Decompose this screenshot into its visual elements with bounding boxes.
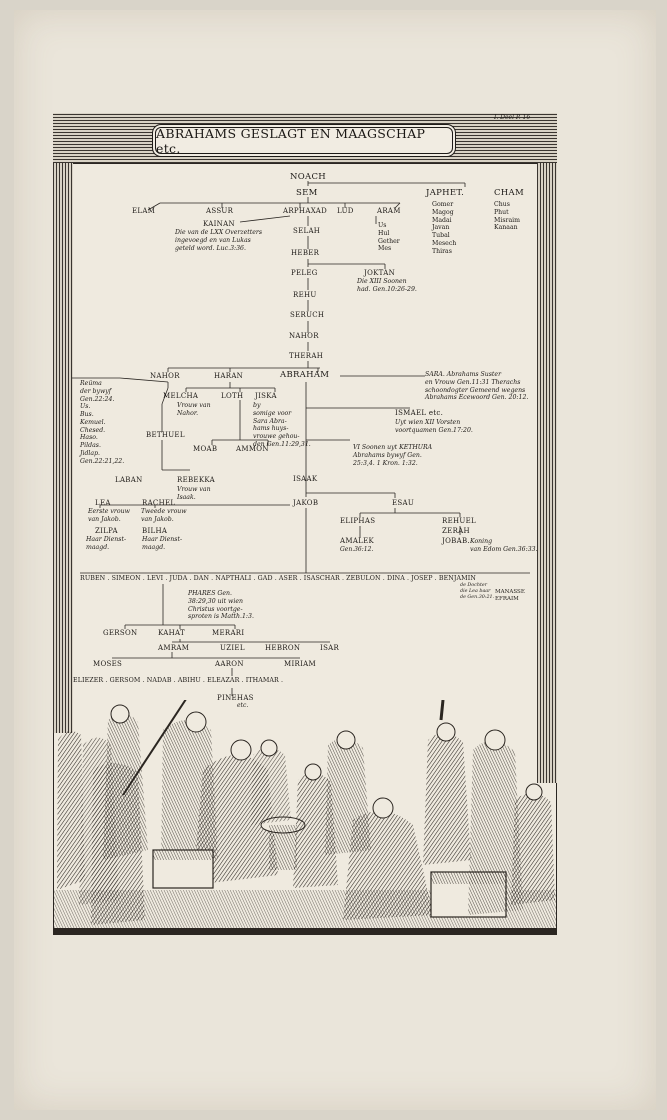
name-selah: SELAH — [293, 227, 321, 235]
name-seruch: SERUCH — [290, 311, 325, 319]
josep-sons-list: MANASSE EFRAIM — [495, 589, 525, 602]
phares-note: PHARES Gen. 38:29,30 uit wien Christus voortge- sproten is Matth.1:3. — [188, 590, 254, 621]
name-rehu: REHU — [293, 291, 317, 299]
name-cham: CHAM — [494, 188, 524, 198]
name-lud: LUD — [337, 207, 354, 215]
name-moab: MOAB — [193, 445, 218, 453]
name-miriam: MIRIAM — [284, 660, 316, 668]
name-peleg: PELEG — [291, 269, 318, 277]
dina-note: de Dochter die Lea baar de Gen.30:21. — [460, 583, 495, 600]
name-jiska: JISKA — [255, 392, 277, 400]
name-nahor-1: NAHOR — [289, 332, 319, 340]
rebekka-note: Vrouw van Isaak. — [177, 486, 211, 501]
nahor-sons-list: Reüma der bywyf Gen.22:24. Us. Bus. Kemuel. Chesed. Haso. Pildas. Jidlap. Gen.22:21,22. — [80, 380, 125, 465]
aram-sons-list: Us Hul Gether Mes — [378, 222, 400, 253]
japhet-sons-list: Gomer Magog Madai Javan Tubal Mesech Thiras — [432, 201, 457, 255]
name-melcha: MELCHA — [163, 392, 199, 400]
name-ismael: ISMAEL etc. — [395, 409, 444, 417]
jobab-note: Koning van Edom Gen.36:33. — [470, 538, 538, 553]
engraved-scene-illustration — [53, 700, 557, 935]
name-assur: ASSUR — [206, 207, 234, 215]
name-noach: NOACH — [290, 172, 326, 182]
name-lea: LEA — [95, 499, 111, 507]
lea-note: Eerste vrouw van Jakob. — [88, 508, 130, 523]
cham-sons-list: Chus Phut Misraim Kanaan — [494, 201, 520, 232]
name-jobab: JOBAB. — [442, 537, 470, 545]
name-hebron: HEBRON — [265, 644, 301, 652]
name-rebekka: REBEKKA — [177, 476, 215, 484]
name-isaak: ISAAK — [293, 475, 318, 483]
bilha-note: Haar Dienst- maagd. — [142, 536, 183, 551]
name-rehuel: REHUEL — [442, 517, 476, 525]
name-gerson: GERSON — [103, 629, 138, 637]
zilpa-note: Haar Dienst- maagd. — [86, 536, 127, 551]
name-amram: AMRAM — [158, 644, 190, 652]
name-amalek: AMALEK — [340, 537, 375, 545]
name-arphaxad: ARPHAXAD — [283, 207, 327, 215]
name-heber: HEBER — [291, 249, 320, 257]
name-merari: MERARI — [212, 629, 245, 637]
name-therah: THERAH — [289, 352, 324, 360]
name-zilpa: ZILPA — [95, 527, 118, 535]
name-elam: ELAM — [132, 207, 156, 215]
name-aram: ARAM — [377, 207, 401, 215]
name-moses: MOSES — [93, 660, 123, 668]
pinehas-etc: etc. — [237, 702, 249, 709]
name-haran: HARAN — [214, 372, 244, 380]
name-japhet: JAPHET. — [426, 188, 465, 198]
name-zerah: ZERAH — [442, 527, 470, 535]
name-isar: ISAR — [320, 644, 340, 652]
rachel-note: Tweede vrouw van Jakob. — [141, 508, 187, 523]
name-sem: SEM — [296, 188, 318, 198]
kainan-note: Die van de LXX Overzetters ingevoegd en van Lukas geteld word. Luc.3:36. — [175, 229, 263, 252]
twelve-tribes-line: RUBEN . SIMEON . LEVI . JUDA . DAN . NAPTHALI . GAD . ASER . ISASCHAR . ZEBULON . DINA . JOSEP . BENJAMIN — [80, 575, 476, 582]
amalek-note: Gen.36:12. — [340, 546, 374, 553]
name-loth: LOTH — [221, 392, 244, 400]
name-ammon: AMMON — [236, 445, 269, 453]
name-bethuel: BETHUEL — [146, 431, 185, 439]
name-kahat: KAHAT — [158, 629, 185, 637]
jiska-note: by somige voor Sara Abra- hams huys- vrouwe gehou- den Gen.11:29,31. — [253, 402, 311, 448]
aaron-sons-line: ELIEZER . GERSOM . NADAB . ABIHU . ELEAZAR . ITHAMAR . — [73, 677, 284, 684]
name-kainan: KAINAN — [203, 220, 235, 228]
name-uziel: UZIEL — [220, 644, 245, 652]
ismael-note: Uyt wien XII Vorsten voortquamen Gen.17:20. — [395, 419, 473, 434]
name-aaron: AARON — [215, 660, 244, 668]
name-rachel: RACHEL — [142, 499, 176, 507]
name-pinehas: PINEHAS — [217, 694, 254, 702]
name-abraham: ABRAHAM — [280, 370, 330, 380]
name-jakob: JAKOB — [293, 499, 319, 507]
sara-note: SARA. Abrahams Suster en Vrouw Gen.11:31 Therachs schoondogter Gemeend wegens Abrahams Ecewoord Gen. 20:12. — [425, 371, 529, 402]
name-laban: LABAN — [115, 476, 143, 484]
scene-drawing — [53, 700, 557, 935]
name-esau: ESAU — [392, 499, 415, 507]
name-joktan: JOKTAN — [364, 269, 396, 277]
name-nahor-2: NAHOR — [150, 372, 180, 380]
page-title: ABRAHAMS GESLAGT EN MAAGSCHAP etc. — [156, 125, 426, 156]
name-bilha: BILHA — [142, 527, 168, 535]
joktan-note: Die XIII Soonen had. Gen.10:26-29. — [357, 278, 417, 293]
name-eliphas: ELIPHAS — [340, 517, 376, 525]
melcha-note: Vrouw van Nahor. — [177, 402, 211, 417]
plate-reference: I. Deel P. 16 — [494, 114, 531, 121]
keturah-note: VI Soonen uyt KETHURA Abrahams bywyf Gen. 25:3,4. 1 Kron. 1:32. — [353, 444, 433, 467]
